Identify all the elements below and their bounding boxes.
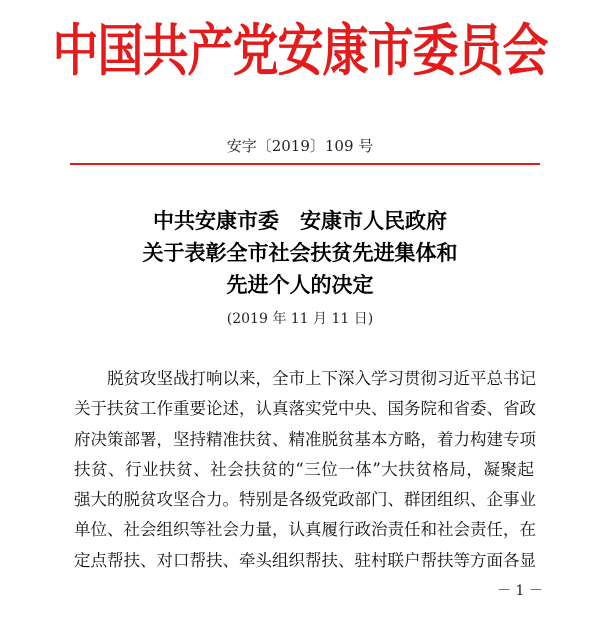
- body-line: 强大的脱贫攻坚合力。特别是各级党政部门、群团组织、企事业: [74, 490, 536, 510]
- red-separator-line: [70, 163, 540, 165]
- body-line: 府决策部署，坚持精准扶贫、精准脱贫基本方略，着力构建专项: [74, 429, 536, 449]
- title-line: 关于表彰全市社会扶贫先进集体和: [142, 240, 458, 265]
- body-line: 扶贫、行业扶贫、社会扶贫的“三位一体”大扶贫格局，凝聚起: [74, 459, 534, 479]
- issuer-header: 中国共产党安康市委员会: [52, 17, 548, 84]
- body-line: 脱贫攻坚战打响以来，全市上下深入学习贯彻习近平总书记: [107, 369, 536, 388]
- body-line: 单位、社会组织等社会力量，认真履行政治责任和社会责任，在: [74, 520, 536, 540]
- document-number: 安字〔2019〕109 号: [226, 137, 374, 155]
- title-line: 先进个人的决定: [226, 272, 374, 297]
- body-paragraph: [74, 364, 534, 576]
- body-line: 定点帮扶、对口帮扶、牵头组织帮扶、驻村联户帮扶等方面各显: [74, 550, 536, 570]
- body-line: 关于扶贫工作重要论述，认真落实党中央、国务院和省委、省政: [74, 399, 536, 419]
- document-title: [0, 205, 600, 301]
- page-number: － 1 －: [497, 583, 543, 599]
- title-line: 中共安康市委 安康市人民政府: [153, 208, 447, 233]
- document-date: (2019 年 11 月 11 日): [226, 311, 374, 327]
